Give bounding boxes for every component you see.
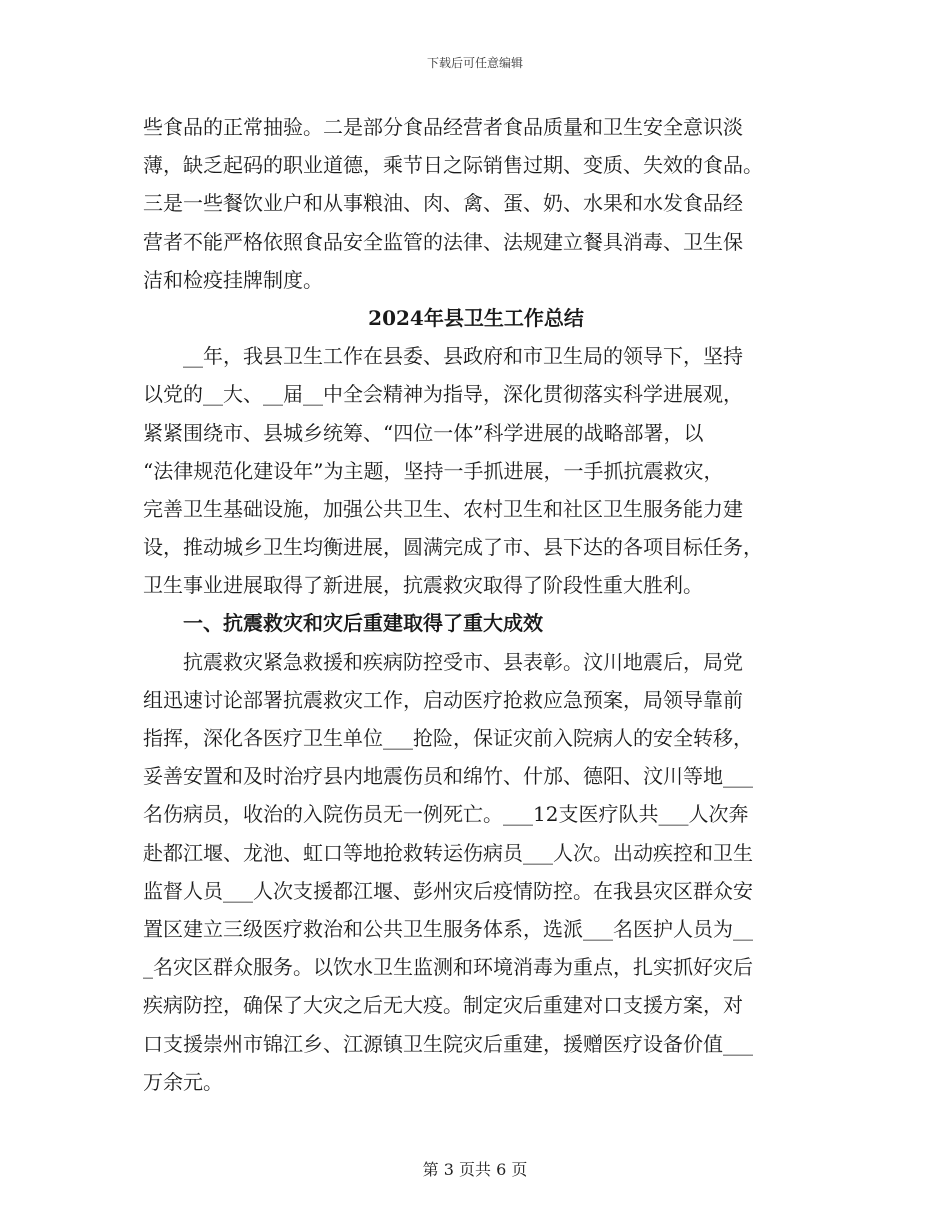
body-line: 完善卫生基础设施，加强公共卫生、农村卫生和社区卫生服务能力建 (143, 496, 743, 521)
body-line: 三是一些餐饮业户和从事粮油、肉、禽、蛋、奶、水果和水发食品经 (143, 191, 743, 216)
document-body (143, 108, 809, 1101)
body-line: 洁和检疫挂牌制度。 (143, 267, 323, 292)
page-footer: 第 3 页共 6 页 (422, 1160, 528, 1179)
document-title: 2024年县卫生工作总结 (368, 305, 584, 330)
body-line: 疾病防控，确保了大灾之后无大疫。制定灾后重建对口支援方案，对 (143, 993, 743, 1018)
body-line: 赴都江堰、龙池、虹口等地抢救转运伤病员___人次。出动疾控和卫生 (143, 840, 753, 865)
body-line: 组迅速讨论部署抗震救灾工作，启动医疗抢救应急预案，局领导靠前 (143, 687, 743, 712)
body-line: 万余元。 (143, 1069, 223, 1094)
body-line: 监督人员___人次支援都江堰、彭州灾后疫情防控。在我县灾区群众安 (143, 878, 753, 903)
body-line: “法律规范化建设年”为主题，坚持一手抓进展，一手抓抗震救灾， (143, 458, 724, 483)
body-line: 抗震救灾紧急救援和疾病防控受市、县表彰。汶川地震后，局党 (143, 649, 743, 674)
body-line: _名灾区群众服务。以饮水卫生监测和环境消毒为重点，扎实抓好灾后 (143, 955, 753, 980)
body-line: 紧紧围绕市、县城乡统筹、“四位一体”科学进展的战略部署，以 (143, 420, 704, 445)
body-line: 置区建立三级医疗救治和公共卫生服务体系，选派___名医护人员为__ (143, 916, 753, 941)
body-line: 口支援崇州市锦江乡、江源镇卫生院灾后重建，援赠医疗设备价值___ (143, 1031, 753, 1056)
body-line: 指挥，深化各医疗卫生单位___抢险，保证灾前入院病人的安全转移， (143, 726, 753, 750)
section-heading: 一、抗震救灾和灾后重建取得了重大成效 (143, 611, 543, 636)
body-line: 设，推动城乡卫生均衡进展，圆满完成了市、县下达的各项目标任务， (143, 535, 763, 560)
body-line: 以党的__大、__届__中全会精神为指导，深化贯彻落实科学进展观， (143, 382, 743, 407)
body-line: 妥善安置和及时治疗县内地震伤员和绵竹、什邡、德阳、汶川等地___ (143, 764, 753, 789)
body-line: 卫生事业进展取得了新进展，抗震救灾取得了阶段性重大胜利。 (143, 573, 703, 598)
body-line: __年，我县卫生工作在县委、县政府和市卫生局的领导下，坚持 (143, 344, 743, 369)
body-line: 些食品的正常抽验。二是部分食品经营者食品质量和卫生安全意识淡 (143, 115, 743, 139)
body-line: 名伤病员，收治的入院伤员无一例死亡。___12支医疗队共___人次奔 (143, 802, 749, 827)
body-line: 营者不能严格依照食品安全监管的法律、法规建立餐具消毒、卫生保 (143, 229, 743, 254)
body-line: 薄，缺乏起码的职业道德，乘节日之际销售过期、变质、失效的食品。 (143, 153, 763, 178)
page-header: 下载后可任意编辑 (426, 56, 523, 70)
